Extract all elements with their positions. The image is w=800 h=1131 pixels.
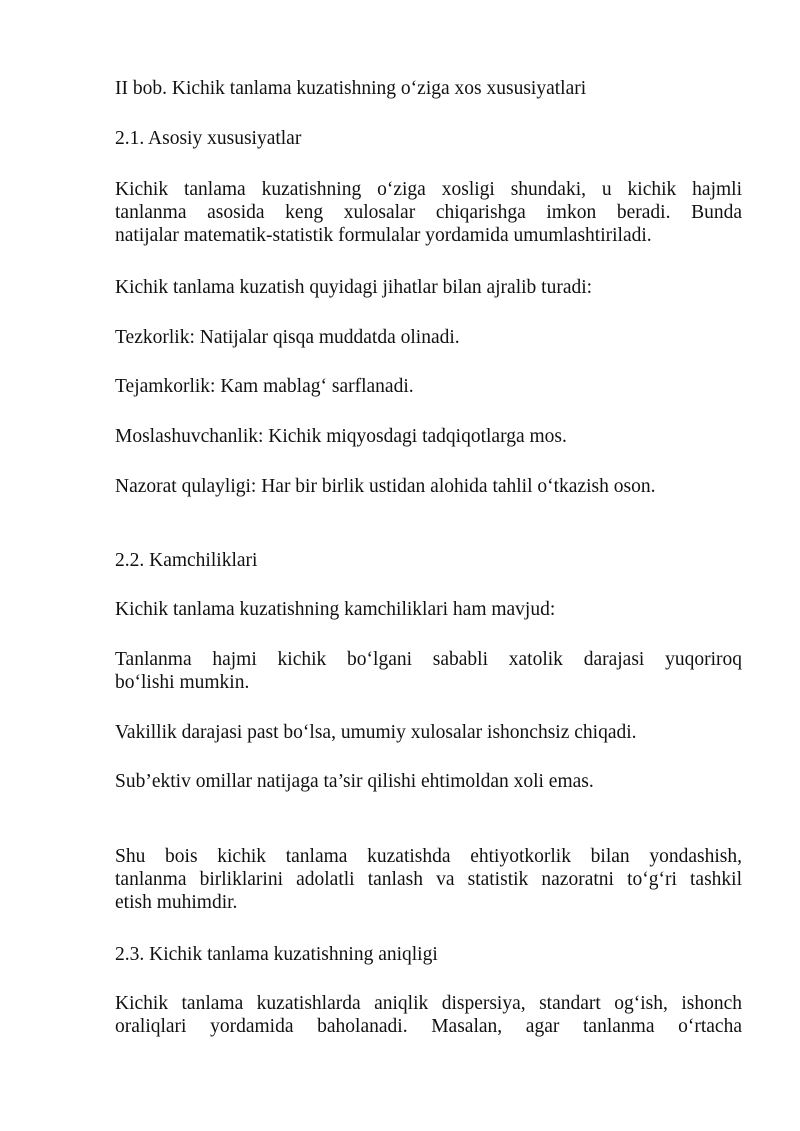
- paragraph-line: natijalar matematik-statistik formulalar yordamida umumlashtiriladi.: [115, 225, 652, 246]
- paragraph-line: tanlanma asosida keng xulosalar chiqarishga imkon beradi. Bunda: [115, 202, 742, 223]
- section-2-2-lead: Kichik tanlama kuzatishning kamchiliklari ham mavjud:: [115, 599, 556, 620]
- section-2-1-heading: 2.1. Asosiy xususiyatlar: [115, 128, 302, 149]
- feature-item-economy: Tejamkorlik: Kam mablag‘ sarflanadi.: [115, 376, 414, 397]
- paragraph-line: bo‘lishi mumkin.: [115, 672, 250, 693]
- paragraph-line: oraliqlari yordamida baholanadi. Masalan, agar tanlanma o‘rtacha: [115, 1016, 742, 1037]
- drawback-item-representativeness: Vakillik darajasi past bo‘lsa, umumiy xulosalar ishonchsiz chiqadi.: [115, 722, 637, 743]
- paragraph-line: Kichik tanlama kuzatishning o‘ziga xosligi shundaki, u kichik hajmli: [115, 179, 742, 200]
- section-2-3-heading: 2.3. Kichik tanlama kuzatishning aniqligi: [115, 944, 438, 965]
- section-2-1-intro-paragraph: [115, 178, 742, 247]
- section-2-3-paragraph: [115, 992, 742, 1038]
- paragraph-line: Tanlanma hajmi kichik bo‘lgani sababli xatolik darajasi yuqoriroq: [115, 649, 742, 670]
- section-2-2-conclusion: [115, 845, 742, 914]
- section-2-2-heading: 2.2. Kamchiliklari: [115, 550, 258, 571]
- chapter-title: II bob. Kichik tanlama kuzatishning o‘ziga xos xususiyatlari: [115, 78, 587, 99]
- paragraph-line: Kichik tanlama kuzatishlarda aniqlik dispersiya, standart og‘ish, ishonch: [115, 993, 742, 1014]
- paragraph-line: etish muhimdir.: [115, 892, 238, 913]
- paragraph-line: Shu bois kichik tanlama kuzatishda ehtiyotkorlik bilan yondashish,: [115, 846, 742, 867]
- feature-item-speed: Tezkorlik: Natijalar qisqa muddatda olinadi.: [115, 327, 460, 348]
- paragraph-line: tanlanma birliklarini adolatli tanlash va statistik nazoratni to‘g‘ri tashkil: [115, 869, 742, 890]
- drawback-item-subjective: Sub’ektiv omillar natijaga ta’sir qilishi ehtimoldan xoli emas.: [115, 771, 594, 792]
- feature-item-control: Nazorat qulayligi: Har bir birlik ustidan alohida tahlil o‘tkazish oson.: [115, 476, 656, 497]
- drawback-item-error: [115, 648, 742, 694]
- section-2-1-lead: Kichik tanlama kuzatish quyidagi jihatlar bilan ajralib turadi:: [115, 277, 593, 298]
- feature-item-flexibility: Moslashuvchanlik: Kichik miqyosdagi tadqiqotlarga mos.: [115, 426, 567, 447]
